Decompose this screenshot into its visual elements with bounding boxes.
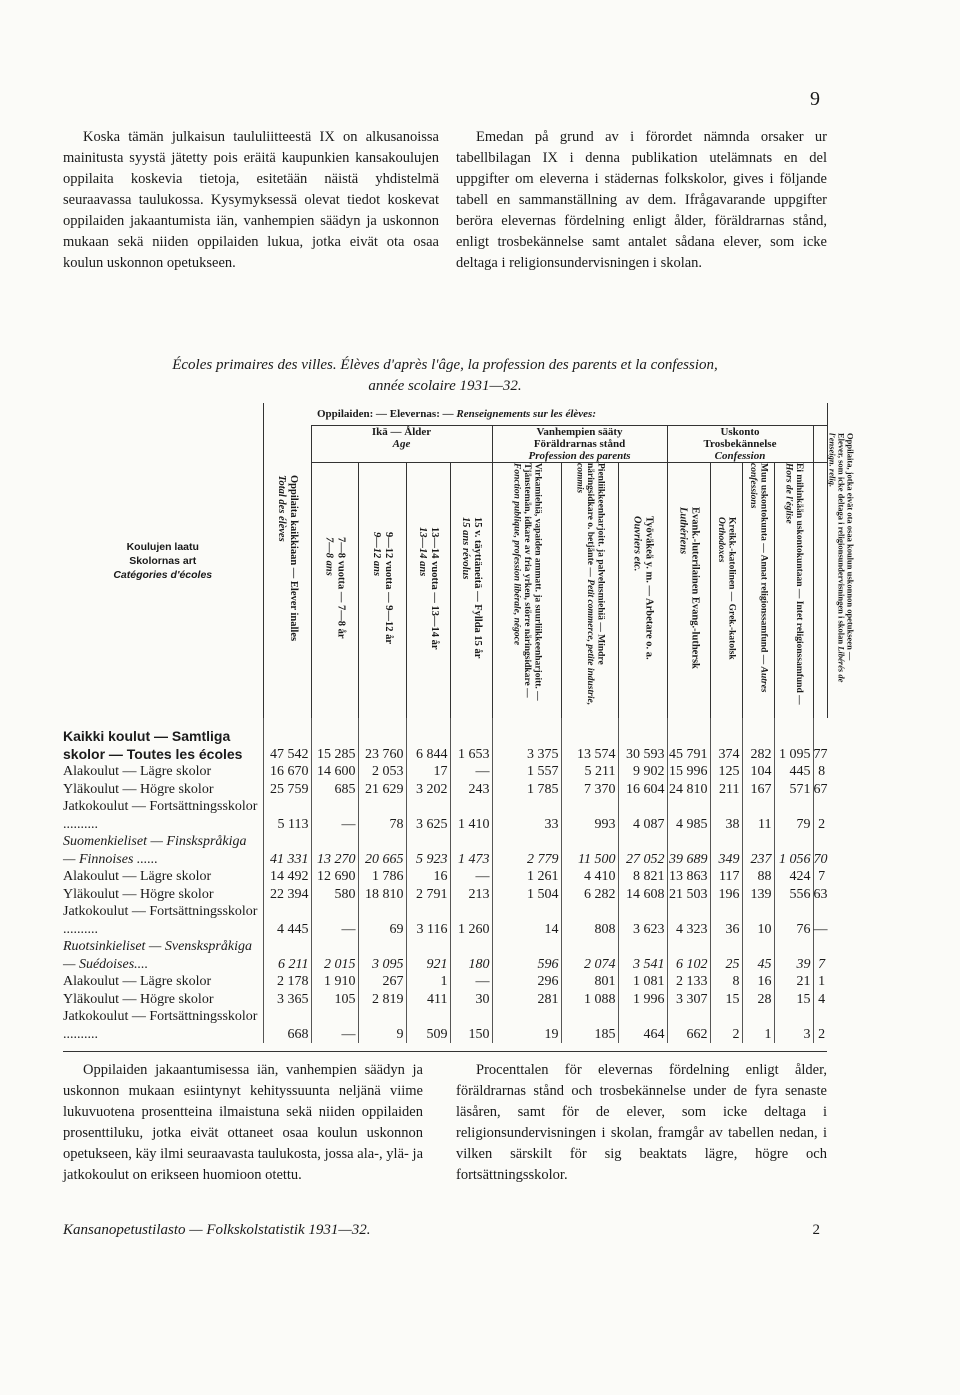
row-label: Alakoulut — Lägre skolor xyxy=(63,974,212,989)
col-relorthodox-main: Kreikk.-katolinen — Grek.-katolsk xyxy=(726,516,737,660)
table-row xyxy=(63,886,827,904)
table-cell: 45 xyxy=(742,938,774,973)
table-cell: 15 285 xyxy=(311,718,358,763)
outro-finnish xyxy=(63,1060,423,1186)
table-cell: 3 623 xyxy=(618,903,667,938)
table-cell: 556 xyxy=(774,886,813,904)
group-parents-sv: Föräldrarnas stånd xyxy=(533,438,626,450)
row-label: Alakoulut — Lägre skolor xyxy=(63,764,212,779)
table-cell: 4 445 xyxy=(263,903,311,938)
col-age78-main: 7—8 vuotta — 7—8 år xyxy=(335,537,347,639)
table-cell: 63 xyxy=(813,886,828,902)
col-relother-main: Muu uskontokunta — Annat religionssamfund — xyxy=(758,463,769,665)
col-header-parents-small xyxy=(561,463,618,719)
col-age1314-main: 13—14 vuotta — 13—14 år xyxy=(429,526,440,650)
table-row xyxy=(63,781,827,799)
table-cell: 185 xyxy=(561,1008,618,1043)
col-header-age-9-12 xyxy=(358,463,406,719)
col-norel-main: Oppilaita, jotka eivät ota osaa koulun uskonnon opetukseen — Elever, som icke deltaga i religionsundervisningen i skolan xyxy=(836,433,856,661)
table-cell: 13 270 xyxy=(311,833,358,868)
table-cell: 3 095 xyxy=(358,938,406,973)
col-relorthodox-fr: Orthodoxes xyxy=(716,516,726,563)
col-header-religion-lutheran xyxy=(667,463,710,719)
table-cell: 1 785 xyxy=(492,781,561,799)
table-cell: 1 261 xyxy=(492,868,561,886)
table-cell: 88 xyxy=(742,868,774,886)
table-cell: 349 xyxy=(710,833,742,868)
table-cell: 12 690 xyxy=(311,868,358,886)
table-cell: 1 xyxy=(406,973,450,991)
table-cell: 1 410 xyxy=(450,798,492,833)
col-relother-fr: Autres confessions xyxy=(748,463,769,693)
table-cell: 267 xyxy=(358,973,406,991)
table-cell: 662 xyxy=(667,1008,710,1043)
table-row xyxy=(63,1008,827,1043)
table-cell: 6 102 xyxy=(667,938,710,973)
table-cell: 1 260 xyxy=(450,903,492,938)
table-cell: 374 xyxy=(710,718,742,763)
col-header-age-15 xyxy=(450,463,492,719)
table-cell: 464 xyxy=(618,1008,667,1043)
table-row xyxy=(63,763,827,781)
col-rellutheran-fr: Luthériens xyxy=(677,507,689,555)
table-cell: 19 xyxy=(492,1008,561,1043)
table-row xyxy=(63,973,827,991)
col-parofficials-main: Virkamiehiä, vapaiden ammatt. ja suurliikkeenharjoitt. — Tjänstemän, idkare av fria yrken, större näringsidkare — xyxy=(521,463,543,701)
table-cell: 7 xyxy=(813,938,827,973)
footer-page: 2 xyxy=(812,1222,820,1238)
table-cell: 1 910 xyxy=(311,973,358,991)
row-label: Suomenkieliset — Finskspråkiga — Finnoises ...... xyxy=(63,834,247,867)
table-cell: 24 810 xyxy=(667,781,710,799)
table-row xyxy=(63,718,827,763)
row-label: Kaikki koulut — Samtliga skolor — Toutes les écoles xyxy=(63,728,243,762)
col-age1314-fr: 13—14 ans xyxy=(417,526,428,577)
col-header-parents-officials xyxy=(492,463,561,719)
table-cell: 16 604 xyxy=(618,781,667,799)
table-cell: 41 331 xyxy=(263,833,311,868)
table-cell: 2 053 xyxy=(358,763,406,781)
table-cell: 1 081 xyxy=(618,973,667,991)
table-cell: 14 xyxy=(492,903,561,938)
table-cell: 6 282 xyxy=(561,886,618,904)
table-cell: 39 xyxy=(774,938,813,973)
table-cell: 78 xyxy=(358,798,406,833)
table-title-line2: année scolaire 1931—32. xyxy=(368,378,522,394)
footer-title: Kansanopetustilasto — Folkskolstatistik 1931—32. xyxy=(63,1222,371,1238)
table-cell: 243 xyxy=(450,781,492,799)
table-cell: 509 xyxy=(406,1008,450,1043)
col-total-fr: Total des élèves xyxy=(276,474,287,542)
page-number: 9 xyxy=(810,88,820,110)
table-cell: 237 xyxy=(742,833,774,868)
table-cell: — xyxy=(450,973,492,991)
col-header-total xyxy=(263,403,311,718)
table-cell: 1 557 xyxy=(492,763,561,781)
table-cell: 9 xyxy=(358,1008,406,1043)
group-religion-fi: Uskonto xyxy=(720,426,760,438)
outro-finnish-text: Oppilaiden jakaantumisessa iän, vanhempien säädyn ja uskonnon mukaan esiintynyt kehityssuunta neljänä viime lukuvuotena prosentteina ilmaistuna sekä niiden oppilaiden prosenttiluku, jotka eivät ottaneet osaa koulun uskonnon opetukseen, käy ilmi seuraavasta taulukosta, jossa ala-, ylä- ja jatkokoulut on erikseen huomioon otettu. xyxy=(63,1062,423,1183)
table-cell: 1 xyxy=(813,973,827,991)
table-bottom-rule xyxy=(63,1043,827,1052)
table-cell: 14 608 xyxy=(618,886,667,904)
col-parworkers-main: Työväkeä y. m. — Arbetare o. a. xyxy=(643,516,655,660)
table-cell: 5 211 xyxy=(561,763,618,781)
group-religion-sv: Trosbekännelse xyxy=(703,438,777,450)
table-cell: 281 xyxy=(492,991,561,1009)
table-cell: 25 759 xyxy=(263,781,311,799)
table-cell: 8 xyxy=(710,973,742,991)
top-header: Oppilaiden: — Elevernas: — Renseignements sur les élèves: xyxy=(311,403,827,426)
table-cell: 45 791 xyxy=(667,718,710,763)
table-cell: 15 996 xyxy=(667,763,710,781)
table-cell: 1 473 xyxy=(450,833,492,868)
top-header-fi: Oppilaiden: xyxy=(317,408,374,420)
table-cell: 30 xyxy=(450,991,492,1009)
table-cell: 117 xyxy=(710,868,742,886)
table-cell: 580 xyxy=(311,886,358,904)
table-cell: 21 629 xyxy=(358,781,406,799)
col-parsmall-fr: Petit commerce, petite industrie, commis xyxy=(574,463,595,706)
outro-swedish-text: Procenttalen för elevernas fördelning enligt ålder, föräldrarnas stånd och trosbekännelse under de fyra senaste läsåren, samt för de elever, som icke deltaga i religionsundervisningen i skolan, framgår av tabellen nedan, i vilken särskilt för sig beaktats lägre, högre och fortsättningsskolor. xyxy=(456,1062,827,1183)
table-title xyxy=(63,355,827,397)
col-parworkers-fr: Ouvriers etc. xyxy=(631,516,643,572)
table-cell: 14 492 xyxy=(263,868,311,886)
table-cell: 801 xyxy=(561,973,618,991)
table-cell: 5 113 xyxy=(263,798,311,833)
table-cell: 13 863 xyxy=(667,868,710,886)
table-cell: 2 779 xyxy=(492,833,561,868)
col-header-spacer xyxy=(813,463,827,719)
table-cell: 2 178 xyxy=(263,973,311,991)
table-row xyxy=(63,833,827,868)
col-age78-fr: 7—8 ans xyxy=(323,537,335,577)
col-header-age-13-14 xyxy=(406,463,450,719)
table-cell: 596 xyxy=(492,938,561,973)
table-cell: 180 xyxy=(450,938,492,973)
table-cell: 47 542 xyxy=(263,718,311,763)
table-cell: 70 xyxy=(813,833,827,868)
table-cell: 30 593 xyxy=(618,718,667,763)
table-cell: 1 786 xyxy=(358,868,406,886)
table-cell: 25 xyxy=(710,938,742,973)
table-cell: 1 056 xyxy=(774,833,813,868)
table-cell: 167 xyxy=(742,781,774,799)
table-cell: 196 xyxy=(710,886,742,904)
table-cell: 9 902 xyxy=(618,763,667,781)
table-cell: 213 xyxy=(450,886,492,904)
col-header-parents-workers xyxy=(618,463,667,719)
table-cell: 15 xyxy=(710,991,742,1009)
col-parsmall-main: Pienliikkeenharjoitt. ja palvelusmiehiä — Mindre näringsidkare o. betjänte — xyxy=(584,463,606,665)
table-cell: 8 xyxy=(813,763,827,781)
table-cell: 6 211 xyxy=(263,938,311,973)
intro-finnish xyxy=(63,127,439,274)
table-cell: 668 xyxy=(263,1008,311,1043)
table-cell: 36 xyxy=(710,903,742,938)
table-cell: 3 541 xyxy=(618,938,667,973)
table-cell: 28 xyxy=(742,991,774,1009)
table-cell: — xyxy=(311,1008,358,1043)
table-cell: 76 xyxy=(774,903,813,938)
table-cell: 4 410 xyxy=(561,868,618,886)
table-cell: 2 xyxy=(813,1008,827,1043)
table-cell: 21 xyxy=(774,973,813,991)
row-label: Yläkoulut — Högre skolor xyxy=(63,991,214,1007)
table-cell: 411 xyxy=(406,991,450,1009)
table-cell: 7 xyxy=(813,868,827,886)
table-cell: 1 504 xyxy=(492,886,561,904)
table-cell: 211 xyxy=(710,781,742,799)
table-cell: 3 375 xyxy=(492,718,561,763)
table-cell: 3 625 xyxy=(406,798,450,833)
table-row xyxy=(63,938,827,973)
table-cell: 8 821 xyxy=(618,868,667,886)
table-cell: 69 xyxy=(358,903,406,938)
table-title-line1: Écoles primaires des villes. Élèves d'après l'âge, la profession des parents et la confession, xyxy=(172,357,718,373)
table-cell: 2 819 xyxy=(358,991,406,1009)
group-spacer xyxy=(813,426,827,463)
table-cell: 18 810 xyxy=(358,886,406,904)
table-cell: 424 xyxy=(774,868,813,886)
table-cell: 20 665 xyxy=(358,833,406,868)
table-cell: 15 xyxy=(774,991,813,1009)
col-age15-main: 15 v. täyttäneitä — Fyllda 15 år xyxy=(472,517,483,659)
outro-swedish xyxy=(456,1060,827,1186)
table-cell: 13 574 xyxy=(561,718,618,763)
table-cell: 445 xyxy=(774,763,813,781)
row-label: Alakoulut — Lägre skolor xyxy=(63,869,212,884)
col-parofficials-fr: Fonction publique, profession libérale, négoce xyxy=(511,463,522,646)
table-cell: 104 xyxy=(742,763,774,781)
table-cell: 4 323 xyxy=(667,903,710,938)
table-cell: 3 307 xyxy=(667,991,710,1009)
intro-finnish-text: Koska tämän julkaisun taululiitteestä IX on alkusanoissa mainitusta syystä jätetty pois eräitä kaupunkien kansakoulujen oppilaita koskevia tietoja, esitetään näistä yhdistelmä seuraavassa taulukossa. Kysymyksessä olevat tiedot koskevat oppilaiden jakaantumista iän, vanhempien säädyn ja uskonnon mukaan sekä niiden oppilaiden lukua, jotka eivät ota osaa koulun uskonnon opetukseen. xyxy=(63,129,439,271)
row-label: Jatkokoulut — Fortsättningsskolor .......... xyxy=(63,1009,258,1042)
col-rellutheran-main: Evank.-luterilainen Evang.-luthersk xyxy=(689,507,701,669)
row-header-fi: Koulujen laatu xyxy=(126,540,199,553)
row-label: Ruotsinkieliset — Svenskspråkiga — Suédoises.... xyxy=(63,939,252,972)
table-cell: 11 xyxy=(742,798,774,833)
table-cell: 1 095 xyxy=(774,718,813,763)
table-cell: 14 600 xyxy=(311,763,358,781)
table-cell: 1 996 xyxy=(618,991,667,1009)
table-cell: — xyxy=(813,903,827,938)
table-cell: 139 xyxy=(742,886,774,904)
col-age15-fr: 15 ans révolus xyxy=(460,517,471,580)
group-religion-fr: Confession xyxy=(714,450,766,462)
table-cell: 2 133 xyxy=(667,973,710,991)
table-cell: — xyxy=(311,903,358,938)
table-cell: 67 xyxy=(813,781,828,797)
table-cell: 79 xyxy=(774,798,813,833)
table-cell: 3 365 xyxy=(263,991,311,1009)
table-cell: 685 xyxy=(311,781,358,799)
table-cell: 3 xyxy=(774,1008,813,1043)
table-cell: 21 503 xyxy=(667,886,710,904)
table-cell: 11 500 xyxy=(561,833,618,868)
table-cell: — xyxy=(450,763,492,781)
table-cell: 33 xyxy=(492,798,561,833)
top-header-fr: Renseignements sur les élèves: xyxy=(456,408,596,420)
row-label: Jatkokoulut — Fortsättningsskolor .......... xyxy=(63,904,258,937)
table-cell: 282 xyxy=(742,718,774,763)
table-cell: 1 xyxy=(742,1008,774,1043)
table-row xyxy=(63,903,827,938)
table-cell: 23 760 xyxy=(358,718,406,763)
table-cell: 6 844 xyxy=(406,718,450,763)
col-header-religion-orthodox xyxy=(710,463,742,719)
col-total-main: Oppilaita kaikkiaan — Elever inalles xyxy=(288,474,299,642)
table-cell: 16 670 xyxy=(263,763,311,781)
top-header-sv: Elevernas: xyxy=(389,408,440,420)
table-cell: 38 xyxy=(710,798,742,833)
table-cell: 921 xyxy=(406,938,450,973)
table-cell: 16 xyxy=(742,973,774,991)
group-age-fi: Ikä — Ålder xyxy=(371,426,432,438)
table-cell: 17 xyxy=(406,763,450,781)
table-cell: 1 088 xyxy=(561,991,618,1009)
table-cell: 150 xyxy=(450,1008,492,1043)
col-relnone-main: Ei mihinkään uskontokuntaan — Intet religionssamfund — xyxy=(794,463,804,705)
col-relnone-fr: Hors de l'église xyxy=(783,463,794,524)
intro-swedish-text: Emedan på grund av i förordet nämnda orsaker ur tabellbilagan IX i denna publikation utelämnats en del uppgifter om eleverna i städernas folkskolor, gives i följande tabell en sammanställning av dem. Ifrågavarande uppgifter beröra elevernas fördelning enligt ålder, föräldrarnas stånd, enligt trosbekännelse samt antalet sådana elever, som icke deltaga i religionsundervisningen i skolan. xyxy=(456,129,827,271)
table-cell: 2 xyxy=(710,1008,742,1043)
table-cell: 27 052 xyxy=(618,833,667,868)
table-cell: 1 653 xyxy=(450,718,492,763)
table-bottom-cell xyxy=(63,1043,827,1052)
table-cell: 22 394 xyxy=(263,886,311,904)
table-cell: 4 xyxy=(813,991,827,1009)
table-cell: 3 202 xyxy=(406,781,450,799)
table-cell: 7 370 xyxy=(561,781,618,799)
table-cell: 125 xyxy=(710,763,742,781)
group-parents-fr: Profession des parents xyxy=(528,450,631,462)
intro-swedish xyxy=(456,127,827,274)
table-cell: 16 xyxy=(406,868,450,886)
col-norel-fr: Libérés de l'enseign. relig. xyxy=(827,433,847,683)
col-header-religion-none xyxy=(774,463,813,719)
row-label: Jatkokoulut — Fortsättningsskolor .......... xyxy=(63,799,258,832)
table-cell: 3 116 xyxy=(406,903,450,938)
table-row xyxy=(63,991,827,1009)
row-header-sv: Skolornas art xyxy=(129,554,197,567)
group-religion xyxy=(667,426,813,463)
table-cell: 39 689 xyxy=(667,833,710,868)
table-cell: 2 074 xyxy=(561,938,618,973)
row-header-fr: Catégories d'écoles xyxy=(113,568,213,581)
table-body xyxy=(63,718,827,1052)
table-cell: 105 xyxy=(311,991,358,1009)
table-cell: 2 791 xyxy=(406,886,450,904)
row-label: Yläkoulut — Högre skolor xyxy=(63,886,214,902)
col-header-age-7-8 xyxy=(311,463,358,719)
table-cell: 808 xyxy=(561,903,618,938)
statistics-table xyxy=(63,403,856,1052)
table-cell: 77 xyxy=(813,718,827,763)
table-cell: — xyxy=(450,868,492,886)
group-parents xyxy=(492,426,667,463)
col-header-religion-other xyxy=(742,463,774,719)
table-cell: 4 087 xyxy=(618,798,667,833)
table-cell: 571 xyxy=(774,781,813,799)
table-cell: 2 xyxy=(813,798,827,833)
table-cell: — xyxy=(311,798,358,833)
row-header xyxy=(63,403,263,718)
col-age912-fr: 9—12 ans xyxy=(371,532,382,577)
group-parents-fi: Vanhempien sääty xyxy=(536,426,623,438)
table-cell: 10 xyxy=(742,903,774,938)
table-cell: 993 xyxy=(561,798,618,833)
row-label: Yläkoulut — Högre skolor xyxy=(63,781,214,797)
group-age-fr: Age xyxy=(392,438,411,450)
table-cell: 296 xyxy=(492,973,561,991)
col-age912-main: 9—12 vuotta — 9—12 år xyxy=(383,532,394,644)
table-cell: 4 985 xyxy=(667,798,710,833)
group-age xyxy=(311,426,492,463)
table-row xyxy=(63,798,827,833)
table-row xyxy=(63,868,827,886)
table-cell: 2 015 xyxy=(311,938,358,973)
table-cell: 5 923 xyxy=(406,833,450,868)
